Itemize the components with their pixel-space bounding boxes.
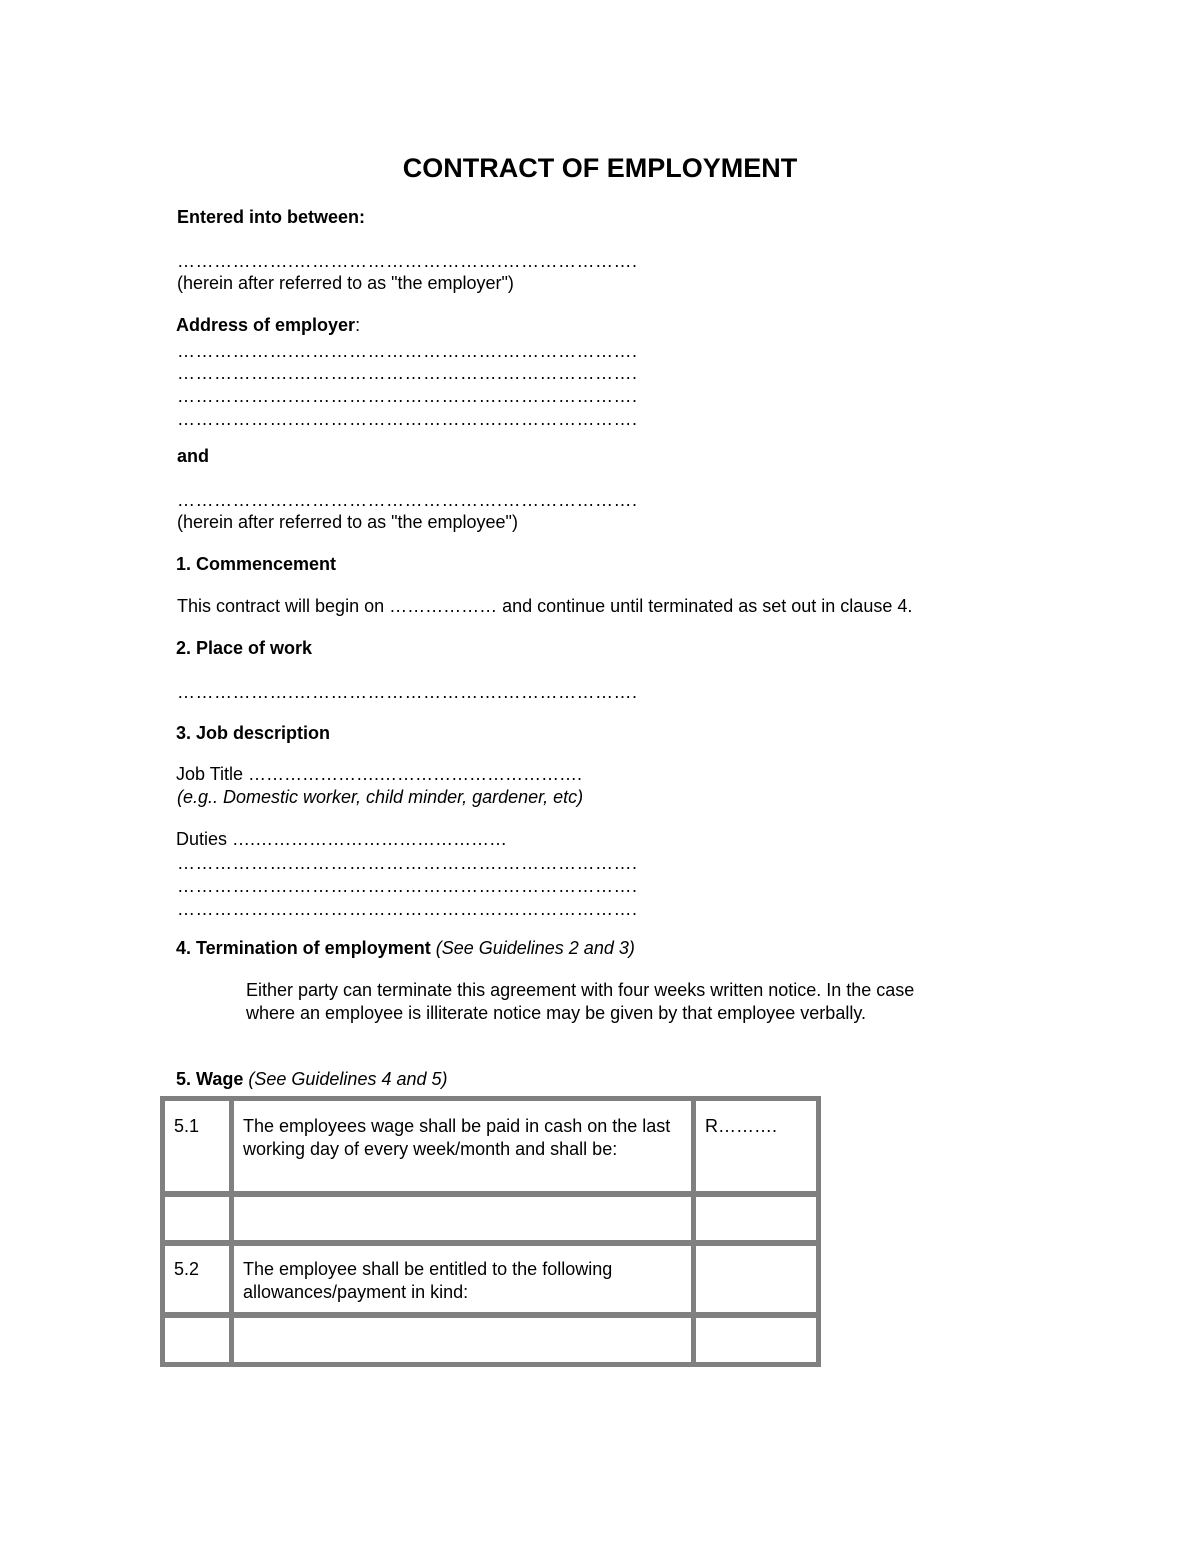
termination-heading: 4. Termination of employment bbox=[176, 938, 431, 958]
termination-guidelines-ref: (See Guidelines 2 and 3) bbox=[435, 938, 635, 958]
address-label: Address of employer bbox=[176, 315, 356, 335]
duties-blank-3: ……………….…………………………….…………………. bbox=[177, 899, 638, 919]
wage-guidelines-ref: (See Guidelines 4 and 5) bbox=[248, 1069, 448, 1089]
section-1-heading: 1. Commencement bbox=[176, 554, 337, 574]
address-of-employer-heading bbox=[176, 314, 360, 336]
address-blank-3: ……………….…………………………….…………………. bbox=[177, 386, 638, 406]
table-divider-horizontal bbox=[165, 1312, 816, 1318]
commencement-text: This contract will begin on ……………… and continue until terminated as set out in clause 4. bbox=[177, 596, 913, 616]
document-title: CONTRACT OF EMPLOYMENT bbox=[402, 153, 798, 183]
address-blank-1: ……………….…………………………….…………………. bbox=[177, 341, 638, 361]
job-title-line: Job Title ………………….……………………………. bbox=[176, 764, 583, 784]
employee-reference: (herein after referred to as "the employee") bbox=[177, 512, 518, 532]
employer-name-blank: ……………….…………………………….…………………. bbox=[177, 251, 638, 271]
duties-blank-2: ……………….…………………………….…………………. bbox=[177, 876, 638, 896]
section-5-heading bbox=[176, 1068, 448, 1090]
table-divider-vertical bbox=[691, 1101, 696, 1362]
wage-table bbox=[160, 1096, 821, 1367]
employer-reference: (herein after referred to as "the employer") bbox=[177, 273, 514, 293]
duties-blank-1: ……………….…………………………….…………………. bbox=[177, 853, 638, 873]
section-2-heading: 2. Place of work bbox=[176, 638, 313, 658]
duties-line: Duties ….…………………………………… bbox=[176, 829, 508, 849]
wage-heading: 5. Wage bbox=[176, 1069, 244, 1089]
entered-into-label: Entered into between: bbox=[177, 207, 366, 227]
job-title-example: (e.g.. Domestic worker, child minder, gardener, etc) bbox=[177, 787, 584, 807]
and-label: and bbox=[177, 446, 210, 466]
address-colon: : bbox=[355, 315, 361, 335]
table-divider-vertical bbox=[229, 1101, 234, 1362]
termination-text: Either party can terminate this agreement with four weeks written notice. In the case where an employee is illiterate notice may be given by that employee verbally. bbox=[246, 980, 915, 1023]
section-3-heading: 3. Job description bbox=[176, 723, 331, 743]
wage-row-text: The employee shall be entitled to the following allowances/payment in kind: bbox=[243, 1259, 613, 1302]
wage-amount-blank: R………. bbox=[705, 1116, 777, 1136]
wage-row-text: The employees wage shall be paid in cash on the last working day of every week/month and shall be: bbox=[243, 1116, 671, 1159]
table-divider-horizontal bbox=[165, 1240, 816, 1246]
wage-row-number: 5.1 bbox=[174, 1116, 200, 1136]
place-of-work-blank: ……………….…………………………….…………………. bbox=[177, 682, 638, 702]
employee-name-blank: ……………….…………………………….…………………. bbox=[177, 490, 638, 510]
address-blank-4: ……………….…………………………….…………………. bbox=[177, 409, 638, 429]
section-4-heading bbox=[176, 937, 635, 959]
wage-row-number: 5.2 bbox=[174, 1259, 200, 1279]
address-blank-2: ……………….…………………………….…………………. bbox=[177, 363, 638, 383]
table-divider-horizontal bbox=[165, 1191, 816, 1197]
